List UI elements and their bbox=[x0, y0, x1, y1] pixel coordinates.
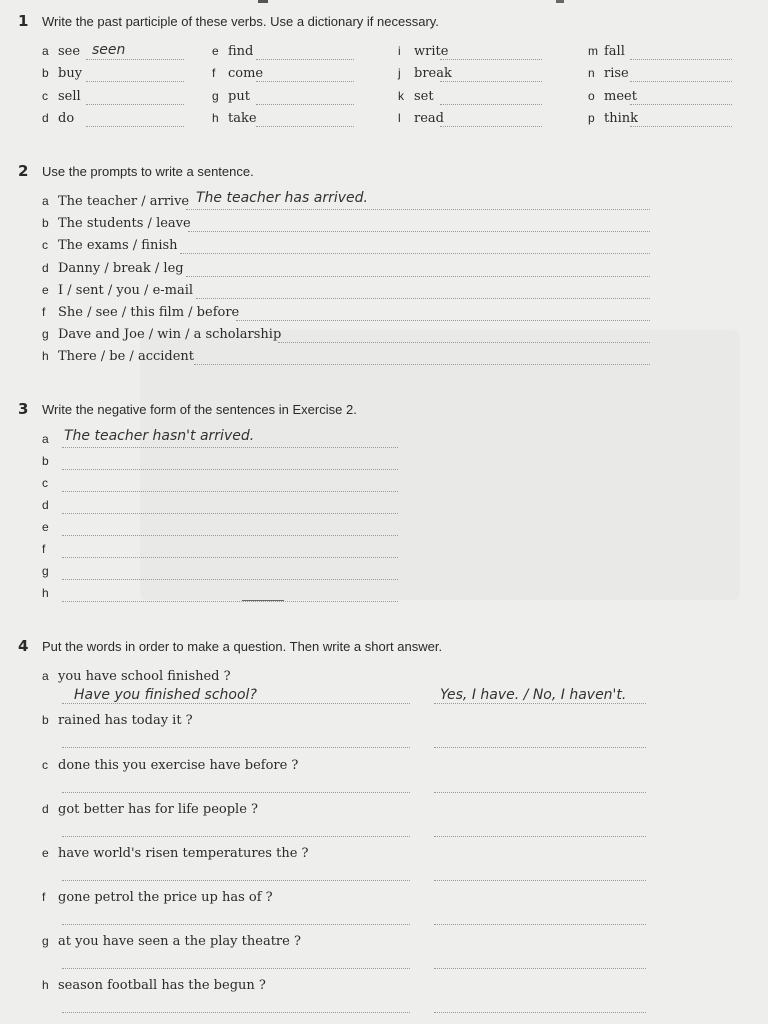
verb-item bbox=[398, 89, 434, 104]
item-letter: a bbox=[42, 194, 49, 208]
handwritten-question: Have you finished school? bbox=[74, 687, 257, 703]
scrambled-words: have world's risen temperatures the ? bbox=[58, 846, 309, 861]
handwritten-short-answer: Yes, I have. / No, I haven't. bbox=[440, 687, 627, 703]
verb-text: put bbox=[228, 89, 250, 104]
question-line[interactable] bbox=[62, 747, 410, 748]
negative-item bbox=[42, 432, 58, 446]
prompt-item bbox=[42, 305, 239, 320]
short-answer-line[interactable] bbox=[434, 924, 646, 925]
verb-item bbox=[588, 89, 637, 104]
scrambled-item bbox=[42, 713, 193, 728]
exercise-number: 3 bbox=[18, 400, 29, 418]
verb-item bbox=[588, 66, 629, 81]
short-rule bbox=[242, 600, 284, 601]
scrambled-words: at you have seen a the play theatre ? bbox=[58, 934, 301, 949]
answer-line[interactable] bbox=[62, 513, 398, 514]
verb-item bbox=[398, 66, 452, 81]
item-letter: b bbox=[42, 713, 49, 727]
item-letter: d bbox=[42, 111, 49, 125]
prompt-text: The students / leave bbox=[58, 216, 191, 231]
answer-line[interactable] bbox=[188, 231, 650, 232]
negative-item bbox=[42, 498, 58, 512]
prompt-text: The exams / finish bbox=[58, 238, 178, 253]
answer-line[interactable] bbox=[256, 126, 354, 127]
answer-line[interactable] bbox=[194, 364, 650, 365]
item-letter: c bbox=[42, 476, 48, 490]
answer-line[interactable] bbox=[256, 104, 354, 105]
negative-item bbox=[42, 476, 58, 490]
prompt-text: I / sent / you / e-mail bbox=[58, 283, 194, 298]
verb-item bbox=[212, 89, 250, 104]
answer-line[interactable] bbox=[440, 59, 542, 60]
answer-line[interactable] bbox=[62, 557, 398, 558]
prompt-item bbox=[42, 327, 281, 342]
prompt-item bbox=[42, 194, 189, 209]
item-letter: e bbox=[212, 44, 219, 58]
item-letter: e bbox=[42, 520, 49, 534]
prompt-item bbox=[42, 238, 178, 253]
verb-text: come bbox=[228, 66, 264, 81]
exercise-instruction: Write the past participle of these verbs. Use a dictionary if necessary. bbox=[42, 14, 439, 29]
short-answer-line[interactable] bbox=[434, 836, 646, 837]
verb-text: see bbox=[58, 44, 81, 59]
handwritten-answer: The teacher has arrived. bbox=[196, 190, 368, 206]
verb-text: find bbox=[228, 44, 254, 59]
answer-line[interactable] bbox=[256, 59, 354, 60]
answer-line[interactable] bbox=[630, 104, 732, 105]
item-letter: j bbox=[398, 66, 401, 80]
item-letter: o bbox=[588, 89, 595, 103]
item-letter: c bbox=[42, 758, 48, 772]
short-answer-line[interactable] bbox=[434, 747, 646, 748]
answer-line[interactable] bbox=[86, 104, 184, 105]
answer-line[interactable] bbox=[180, 253, 650, 254]
verb-item bbox=[42, 89, 81, 104]
answer-line[interactable] bbox=[630, 59, 732, 60]
answer-line[interactable] bbox=[196, 298, 650, 299]
short-answer-line[interactable] bbox=[434, 703, 646, 704]
prompt-item bbox=[42, 283, 193, 298]
exercise-1-heading bbox=[18, 12, 439, 30]
negative-item bbox=[42, 520, 58, 534]
item-letter: h bbox=[42, 349, 49, 363]
verb-text: buy bbox=[58, 66, 83, 81]
question-line[interactable] bbox=[62, 880, 410, 881]
verb-text: fall bbox=[604, 44, 625, 59]
item-letter: d bbox=[42, 498, 49, 512]
scrambled-item bbox=[42, 758, 298, 773]
verb-item bbox=[212, 66, 263, 81]
scrambled-item bbox=[42, 978, 266, 993]
item-letter: e bbox=[42, 846, 49, 860]
answer-line[interactable] bbox=[62, 579, 398, 580]
verb-text: meet bbox=[604, 89, 637, 104]
answer-line[interactable] bbox=[630, 126, 732, 127]
item-letter: h bbox=[42, 586, 49, 600]
item-letter: b bbox=[42, 66, 49, 80]
scrambled-item bbox=[42, 890, 273, 905]
exercise-instruction: Use the prompts to write a sentence. bbox=[42, 164, 254, 179]
question-line[interactable] bbox=[62, 924, 410, 925]
scrambled-item bbox=[42, 934, 301, 949]
answer-line[interactable] bbox=[86, 81, 184, 82]
question-line[interactable] bbox=[62, 1012, 410, 1013]
verb-text: take bbox=[228, 111, 257, 126]
item-letter: e bbox=[42, 283, 49, 297]
item-letter: f bbox=[42, 542, 46, 556]
item-letter: d bbox=[42, 802, 49, 816]
exercise-instruction: Write the negative form of the sentences in Exercise 2. bbox=[42, 402, 357, 417]
scrambled-words: done this you exercise have before ? bbox=[58, 758, 299, 773]
negative-item bbox=[42, 454, 58, 468]
item-letter: f bbox=[42, 305, 46, 319]
exercise-number: 2 bbox=[18, 162, 29, 180]
prompt-item bbox=[42, 261, 184, 276]
verb-text: think bbox=[604, 111, 639, 126]
verb-item bbox=[42, 111, 74, 126]
answer-line[interactable] bbox=[186, 209, 650, 210]
question-line[interactable] bbox=[62, 836, 410, 837]
answer-line[interactable] bbox=[440, 126, 542, 127]
scrambled-words: season football has the begun ? bbox=[58, 978, 266, 993]
question-line[interactable] bbox=[62, 792, 410, 793]
exercise-instruction: Put the words in order to make a question. Then write a short answer. bbox=[42, 639, 443, 654]
short-answer-line[interactable] bbox=[434, 880, 646, 881]
answer-line[interactable] bbox=[86, 126, 184, 127]
exercise-3-heading bbox=[18, 400, 357, 418]
prompt-text: The teacher / arrive bbox=[58, 194, 190, 209]
verb-item bbox=[588, 44, 625, 59]
verb-text: write bbox=[414, 44, 449, 59]
answer-line[interactable] bbox=[62, 535, 398, 536]
item-letter: m bbox=[588, 44, 598, 58]
item-letter: f bbox=[212, 66, 216, 80]
scrambled-item bbox=[42, 802, 258, 817]
scrambled-item bbox=[42, 669, 231, 684]
item-letter: b bbox=[42, 216, 49, 230]
verb-text: read bbox=[414, 111, 444, 126]
item-letter: a bbox=[42, 432, 49, 446]
scrambled-words: you have school finished ? bbox=[58, 669, 231, 684]
handwritten-answer: seen bbox=[92, 42, 126, 58]
top-mark bbox=[258, 0, 268, 3]
verb-text: rise bbox=[604, 66, 629, 81]
item-letter: c bbox=[42, 238, 48, 252]
item-letter: l bbox=[398, 111, 401, 125]
exercise-2-heading bbox=[18, 162, 254, 180]
prompt-item bbox=[42, 216, 191, 231]
item-letter: g bbox=[42, 327, 49, 341]
exercise-number: 1 bbox=[18, 12, 29, 30]
verb-item bbox=[398, 111, 444, 126]
scrambled-words: gone petrol the price up has of ? bbox=[58, 890, 273, 905]
question-line[interactable] bbox=[62, 968, 410, 969]
verb-item bbox=[398, 44, 448, 59]
verb-item bbox=[212, 44, 253, 59]
answer-line[interactable] bbox=[630, 81, 732, 82]
prompt-text: There / be / accident bbox=[58, 349, 195, 364]
item-letter: d bbox=[42, 261, 49, 275]
verb-item bbox=[212, 111, 257, 126]
item-letter: i bbox=[398, 44, 401, 58]
short-answer-line[interactable] bbox=[434, 792, 646, 793]
answer-line[interactable] bbox=[256, 81, 354, 82]
answer-line[interactable] bbox=[62, 491, 398, 492]
prompt-text: Danny / break / leg bbox=[58, 261, 184, 276]
item-letter: p bbox=[588, 111, 595, 125]
answer-line[interactable] bbox=[278, 342, 650, 343]
exercise-number: 4 bbox=[18, 637, 29, 655]
item-letter: a bbox=[42, 669, 49, 683]
answer-line[interactable] bbox=[236, 320, 650, 321]
answer-line[interactable] bbox=[186, 276, 650, 277]
negative-item bbox=[42, 542, 58, 556]
short-answer-line[interactable] bbox=[434, 968, 646, 969]
item-letter: g bbox=[212, 89, 219, 103]
item-letter: g bbox=[42, 934, 49, 948]
answer-line[interactable] bbox=[440, 81, 542, 82]
short-answer-line[interactable] bbox=[434, 1012, 646, 1013]
top-mark bbox=[556, 0, 564, 3]
verb-item bbox=[42, 66, 82, 81]
prompt-text: Dave and Joe / win / a scholarship bbox=[58, 327, 282, 342]
item-letter: f bbox=[42, 890, 46, 904]
item-letter: b bbox=[42, 454, 49, 468]
verb-text: do bbox=[58, 111, 75, 126]
question-line[interactable] bbox=[62, 703, 410, 704]
prompt-item bbox=[42, 349, 194, 364]
answer-line[interactable] bbox=[62, 447, 398, 448]
item-letter: a bbox=[42, 44, 49, 58]
item-letter: h bbox=[42, 978, 49, 992]
handwritten-answer: The teacher hasn't arrived. bbox=[64, 428, 255, 444]
prompt-text: She / see / this film / before bbox=[58, 305, 240, 320]
item-letter: k bbox=[398, 89, 404, 103]
verb-text: break bbox=[414, 66, 452, 81]
background-smudge bbox=[140, 330, 740, 600]
verb-item bbox=[588, 111, 638, 126]
item-letter: h bbox=[212, 111, 219, 125]
item-letter: n bbox=[588, 66, 595, 80]
verb-text: sell bbox=[58, 89, 81, 104]
verb-text: set bbox=[414, 89, 434, 104]
scrambled-words: got better has for life people ? bbox=[58, 802, 258, 817]
answer-line[interactable] bbox=[440, 104, 542, 105]
negative-item bbox=[42, 564, 58, 578]
answer-line[interactable] bbox=[62, 469, 398, 470]
item-letter: c bbox=[42, 89, 48, 103]
scrambled-item bbox=[42, 846, 309, 861]
exercise-4-heading bbox=[18, 637, 442, 655]
answer-line[interactable] bbox=[86, 59, 184, 60]
negative-item bbox=[42, 586, 58, 600]
answer-line[interactable] bbox=[62, 601, 398, 602]
scrambled-words: rained has today it ? bbox=[58, 713, 193, 728]
verb-item bbox=[42, 44, 80, 59]
item-letter: g bbox=[42, 564, 49, 578]
